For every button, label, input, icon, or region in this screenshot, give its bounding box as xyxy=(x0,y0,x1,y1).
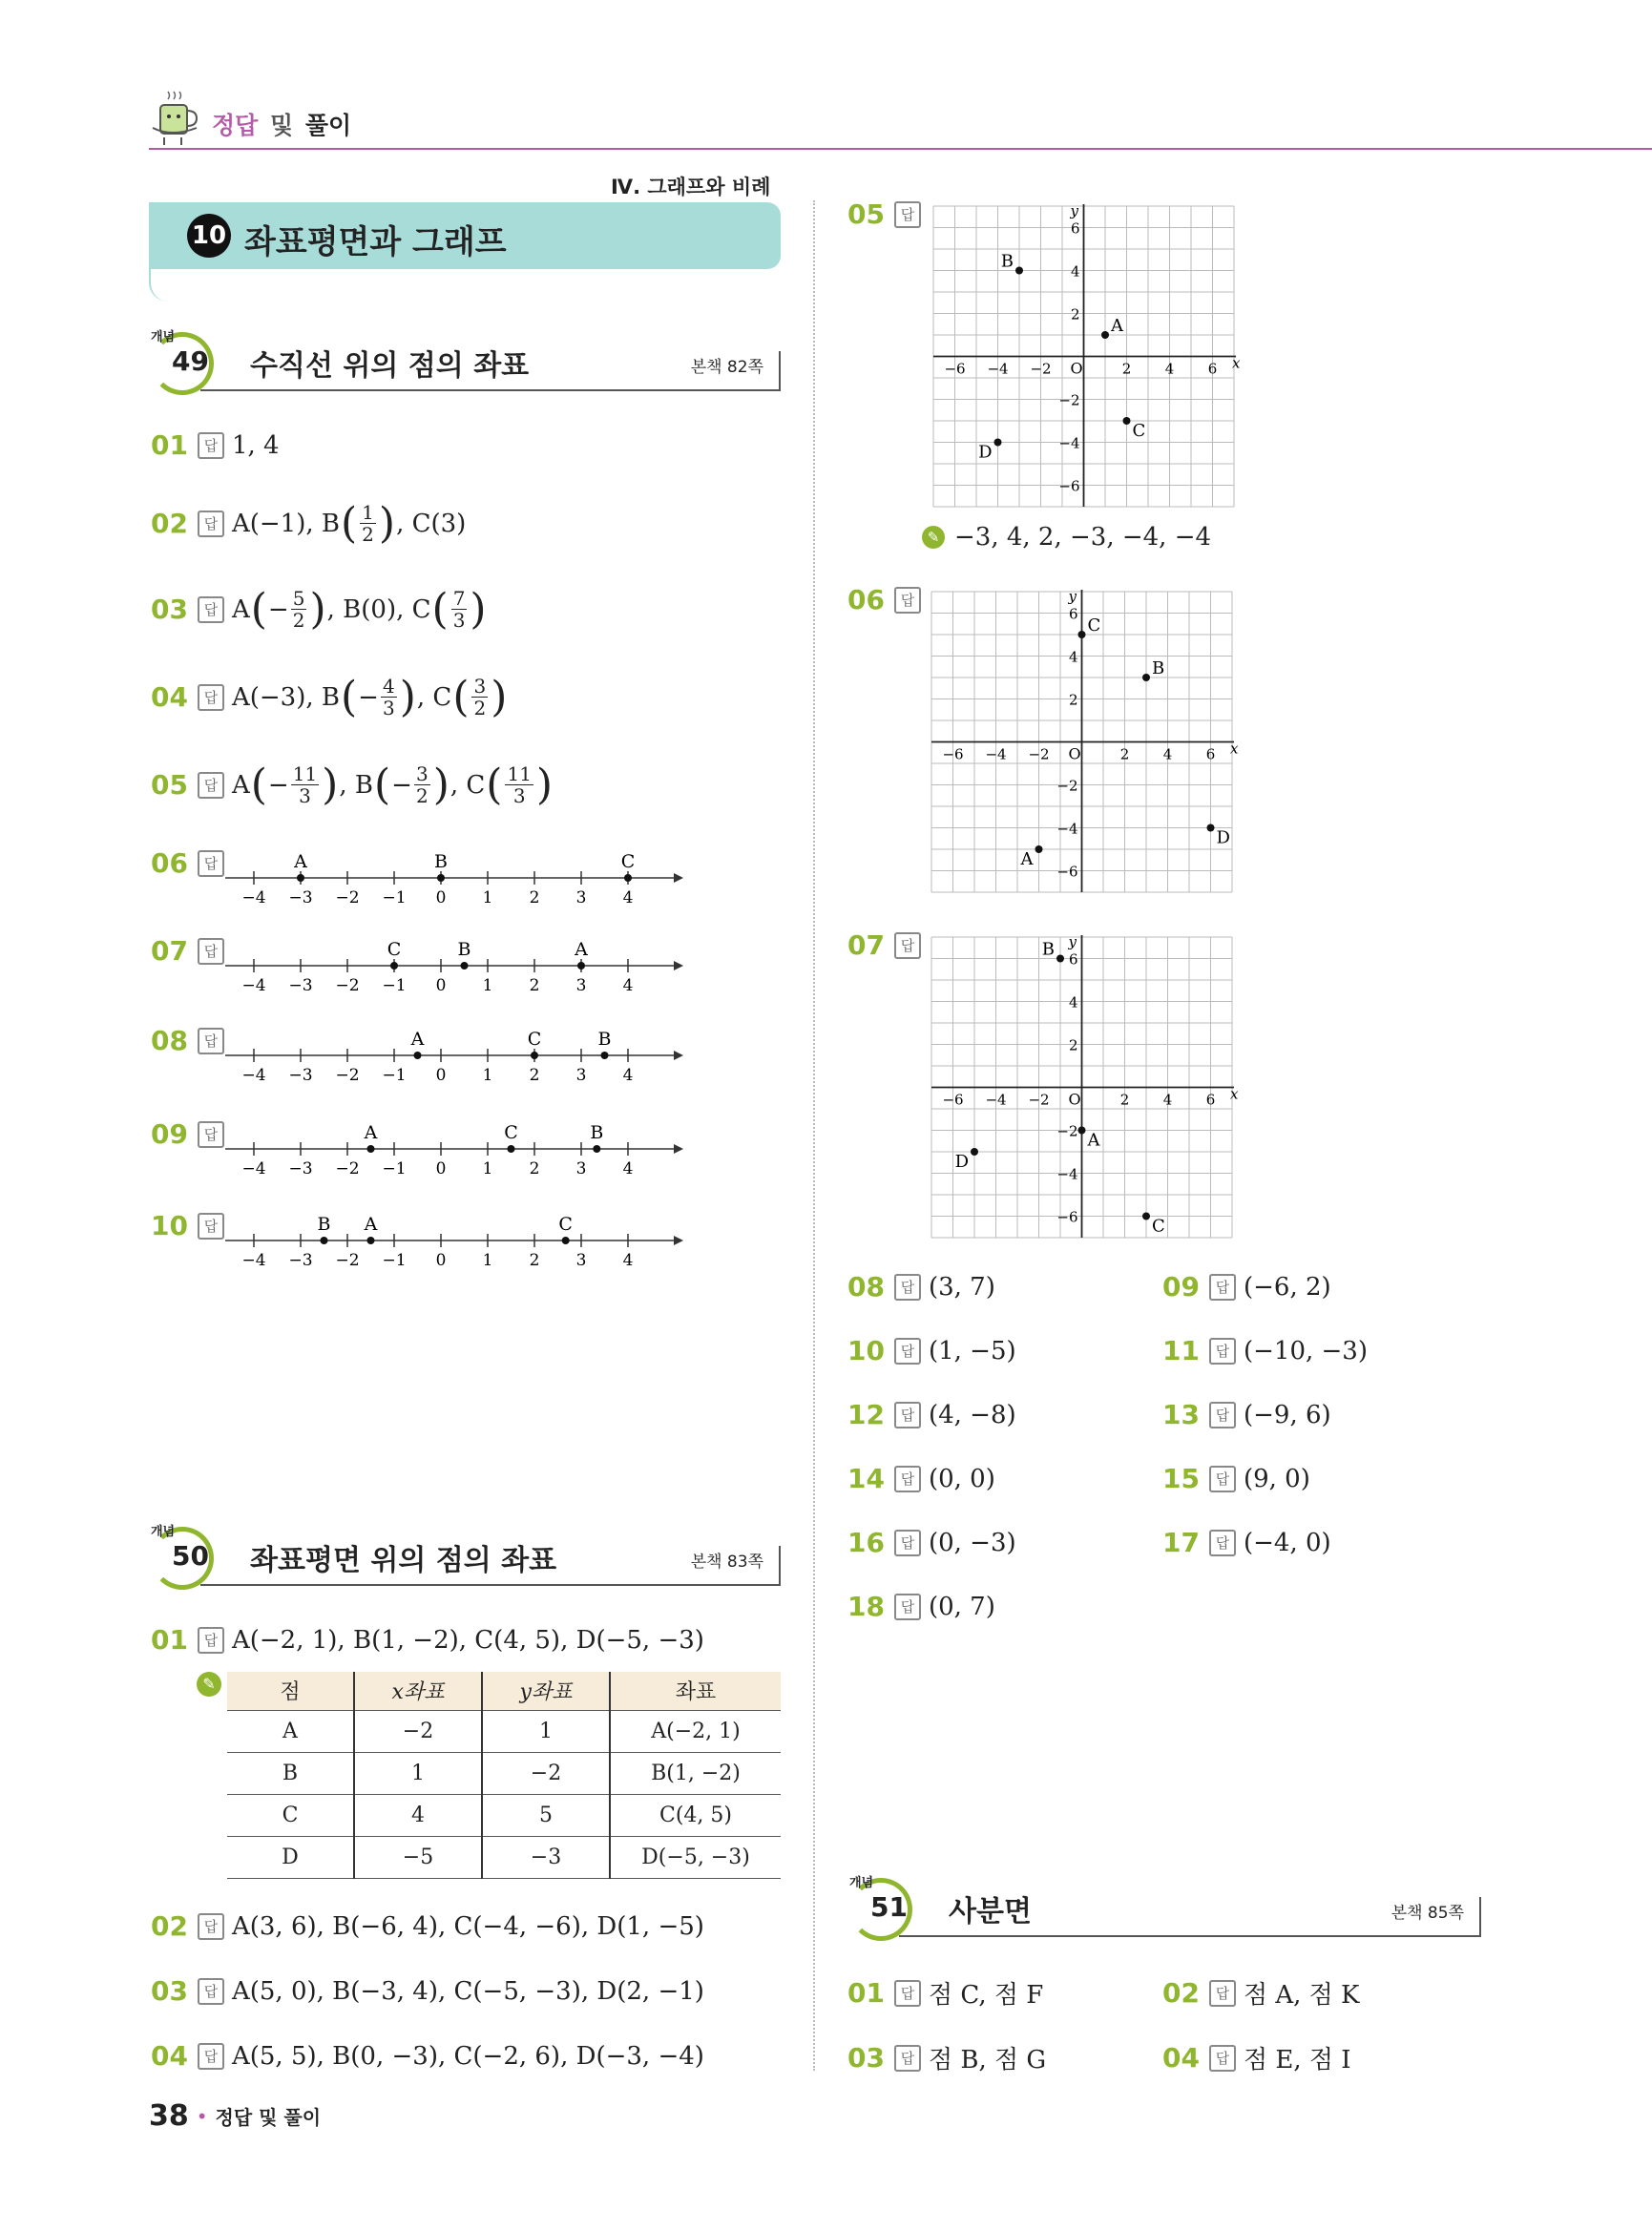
graph-point-B xyxy=(1142,674,1150,681)
number-line-10 xyxy=(225,1212,683,1279)
graph-point-C xyxy=(1123,417,1131,425)
footer-text: 정답 및 풀이 xyxy=(215,2106,322,2129)
pencil-icon: ✎ xyxy=(197,1672,221,1697)
tick-label: 0 xyxy=(435,1159,447,1178)
number-line-07 xyxy=(225,937,683,1004)
tick-label: 4 xyxy=(622,1251,634,1270)
point-label-A: A xyxy=(364,1122,378,1143)
point-label-B: B xyxy=(457,939,471,960)
table-cell: −2 xyxy=(482,1752,610,1794)
number-line-08 xyxy=(225,1027,683,1094)
table-cell: −3 xyxy=(482,1836,610,1878)
point-label-B: B xyxy=(317,1214,331,1235)
tick-label: 2 xyxy=(529,888,540,907)
point-label-B: B xyxy=(597,1029,612,1050)
graph-point-C xyxy=(1078,631,1086,638)
point-B xyxy=(601,1052,609,1059)
x-tick-label: 4 xyxy=(1162,745,1173,763)
table-row xyxy=(227,1836,781,1878)
s50-item-11: 11 답 (−10, −3) xyxy=(1162,1335,1368,1366)
x-tick-label: 6 xyxy=(1207,360,1218,378)
axis-arrow xyxy=(674,1236,683,1245)
th-point: 점 xyxy=(227,1672,354,1710)
y-tick-label: −4 xyxy=(1056,1165,1078,1183)
s51-item-02: 02 답 점 A, 점 K xyxy=(1162,1977,1360,2010)
y-tick-label: 6 xyxy=(1070,219,1080,238)
tick-label: −4 xyxy=(241,1251,266,1270)
s50-item-02: 02 답 A(3, 6), B(−6, 4), C(−4, −6), D(1, −5) xyxy=(151,1910,704,1942)
point-B xyxy=(321,1237,328,1244)
tick-label: −2 xyxy=(335,888,360,907)
tick-label: 1 xyxy=(482,976,493,995)
point-B xyxy=(461,962,469,970)
s50-item-14: 14 답 (0, 0) xyxy=(847,1463,995,1494)
tick-label: −2 xyxy=(335,1066,360,1085)
chapter-banner-tail xyxy=(149,269,170,302)
x-tick-label: 6 xyxy=(1205,745,1216,763)
table-cell: 1 xyxy=(354,1752,482,1794)
s49-item-01: 01 답 1, 4 xyxy=(151,429,280,461)
tick-label: 3 xyxy=(575,888,587,907)
section-51-header: 개념 51 사분면 본책 85쪽 xyxy=(849,1878,1481,1935)
page-number: 38 xyxy=(149,2099,189,2133)
table-cell: 1 xyxy=(482,1710,610,1752)
table-cell: B(1, −2) xyxy=(651,1761,741,1785)
tick-label: 4 xyxy=(622,1066,634,1085)
s50-item-09: 09 답 (−6, 2) xyxy=(1162,1271,1331,1303)
footer: 38 • 정답 및 풀이 xyxy=(149,2099,322,2133)
s51-item-03: 03 답 점 B, 점 G xyxy=(847,2042,1047,2075)
graph-point-label-D: D xyxy=(978,442,993,463)
point-label-C: C xyxy=(527,1029,542,1050)
y-tick-label: −6 xyxy=(1056,863,1078,881)
point-C xyxy=(390,962,398,970)
point-label-C: C xyxy=(504,1122,518,1143)
s49-item-02: 02 답 A(−1), B ( $\frac{1}{2}$ ) , C(3) xyxy=(151,498,467,548)
coordinate-table xyxy=(227,1672,781,1879)
axis-arrow xyxy=(674,873,683,883)
tick-label: −2 xyxy=(335,1251,360,1270)
origin-label: O xyxy=(1068,744,1081,763)
point-C xyxy=(624,874,632,882)
x-tick-label: 6 xyxy=(1205,1091,1216,1109)
table-cell: C xyxy=(227,1794,354,1836)
table-cell: −5 xyxy=(354,1836,482,1878)
tick-label: −3 xyxy=(288,1159,313,1178)
s49-item-04: 04 답 A(−3), B ( − $\frac{4}{3}$ ) , C ( $\frac{3}{2}$ ) xyxy=(151,672,508,721)
x-tick-label: 4 xyxy=(1164,360,1175,378)
graph-point-label-D: D xyxy=(954,1152,969,1172)
graph-point-label-C: C xyxy=(1087,615,1101,636)
point-C xyxy=(562,1237,570,1244)
y-tick-label: −6 xyxy=(1056,1208,1078,1226)
x-tick-label: −4 xyxy=(985,1091,1007,1109)
x-tick-label: −2 xyxy=(1028,745,1050,763)
tick-label: 3 xyxy=(575,976,587,995)
s50-item-13: 13 답 (−9, 6) xyxy=(1162,1399,1331,1430)
s49-item-08-label: 08 답 xyxy=(151,1025,232,1056)
y-tick-label: 4 xyxy=(1068,993,1078,1011)
point-A xyxy=(367,1145,375,1153)
s50-item-12: 12 답 (4, −8) xyxy=(847,1399,1016,1430)
table-row xyxy=(227,1710,781,1752)
table-row xyxy=(227,1752,781,1794)
table-cell: A xyxy=(227,1710,354,1752)
point-B xyxy=(593,1145,600,1153)
graph-point-label-C: C xyxy=(1152,1216,1165,1237)
s50-item-04: 04 답 A(5, 5), B(0, −3), C(−2, 6), D(−3, −4) xyxy=(151,2040,704,2072)
point-label-C: C xyxy=(558,1214,573,1235)
tick-label: −1 xyxy=(382,888,407,907)
graph-point-label-A: A xyxy=(1111,316,1123,336)
pencil-icon: ✎ xyxy=(922,526,945,549)
tick-label: 1 xyxy=(482,1251,493,1270)
s50-item-03: 03 답 A(5, 0), B(−3, 4), C(−5, −3), D(2, −1) xyxy=(151,1975,704,2007)
chapter-label: Ⅳ. 그래프와 비례 xyxy=(611,176,771,198)
graph-point-D xyxy=(1207,824,1215,832)
s49-item-10-label: 10 답 xyxy=(151,1210,232,1241)
table-cell: C(4, 5) xyxy=(659,1803,732,1827)
x-tick-label: −2 xyxy=(1030,360,1052,378)
tick-label: −3 xyxy=(288,1251,313,1270)
y-tick-label: −2 xyxy=(1058,391,1080,409)
tick-label: −4 xyxy=(241,1159,266,1178)
graph-point-label-B: B xyxy=(1041,939,1055,960)
tick-label: 0 xyxy=(435,1251,447,1270)
x-tick-label: −4 xyxy=(987,360,1009,378)
point-A xyxy=(577,962,585,970)
graph-05-label: 05 답 xyxy=(847,198,929,230)
x-tick-label: 2 xyxy=(1119,1091,1130,1109)
axis-arrow xyxy=(674,1051,683,1060)
s51-item-01: 01 답 점 C, 점 F xyxy=(847,1977,1044,2010)
tick-label: −3 xyxy=(288,976,313,995)
column-divider xyxy=(813,200,815,2071)
tick-label: 4 xyxy=(622,888,634,907)
tick-label: 1 xyxy=(482,1159,493,1178)
tick-label: −1 xyxy=(382,1066,407,1085)
origin-label: O xyxy=(1068,1090,1081,1109)
section-49-header: 개념 49 수직선 위의 점의 좌표 본책 82쪽 xyxy=(151,332,781,389)
table-cell: −2 xyxy=(354,1710,482,1752)
graph-point-label-B: B xyxy=(1152,658,1165,678)
tick-label: 0 xyxy=(435,888,447,907)
x-axis-label: x xyxy=(1232,354,1241,372)
x-tick-label: −6 xyxy=(942,1091,964,1109)
point-C xyxy=(531,1052,538,1059)
point-label-C: C xyxy=(620,851,636,872)
table-cell: A(−2, 1) xyxy=(651,1719,741,1743)
tick-label: 0 xyxy=(435,976,447,995)
point-A xyxy=(367,1237,375,1244)
axis-arrow xyxy=(674,961,683,970)
y-axis-label: y xyxy=(1068,588,1077,605)
tick-label: 2 xyxy=(529,1066,540,1085)
tick-label: 1 xyxy=(482,888,493,907)
tick-label: 2 xyxy=(529,1251,540,1270)
tick-label: −4 xyxy=(241,1066,266,1085)
tick-label: −4 xyxy=(241,888,266,907)
tick-label: 4 xyxy=(622,1159,634,1178)
tick-label: −1 xyxy=(382,1159,407,1178)
header-mug-icon xyxy=(149,92,204,147)
coordinate-graph-06 xyxy=(926,586,1239,893)
s50-item-15: 15 답 (9, 0) xyxy=(1162,1463,1310,1494)
header-title: 정답 및 풀이 xyxy=(212,112,352,139)
table-cell: 4 xyxy=(354,1794,482,1836)
tick-label: −1 xyxy=(382,976,407,995)
x-axis-label: x xyxy=(1230,1085,1239,1103)
table-cell: D xyxy=(227,1836,354,1878)
s49-item-09-label: 09 답 xyxy=(151,1118,232,1150)
graph-point-B xyxy=(1015,267,1023,275)
y-tick-label: 4 xyxy=(1070,262,1080,281)
point-label-A: A xyxy=(364,1214,378,1235)
point-label-A: A xyxy=(575,939,588,960)
graph-05-note: ✎ −3, 4, 2, −3, −4, −4 xyxy=(922,523,1211,552)
graph-point-label-A: A xyxy=(1020,849,1034,869)
x-axis-label: x xyxy=(1230,740,1239,758)
number-line-06 xyxy=(225,849,683,916)
tick-label: 1 xyxy=(482,1066,493,1085)
tick-label: −4 xyxy=(241,976,266,995)
tick-label: 3 xyxy=(575,1159,587,1178)
point-A xyxy=(297,874,304,882)
graph-06-label: 06 답 xyxy=(847,584,929,615)
y-tick-label: −4 xyxy=(1056,820,1078,838)
tick-label: −3 xyxy=(288,888,313,907)
graph-point-D xyxy=(971,1148,978,1156)
point-label-A: A xyxy=(294,851,307,872)
x-tick-label: 2 xyxy=(1121,360,1132,378)
y-tick-label: −6 xyxy=(1058,477,1080,495)
graph-point-A xyxy=(1101,331,1109,339)
s49-item-03: 03 답 A ( − $\frac{5}{2}$ ) , B(0), C ( $\frac{7}{3}$ ) xyxy=(151,584,487,634)
graph-point-label-D: D xyxy=(1216,827,1230,848)
table-row xyxy=(227,1794,781,1836)
y-axis-label: y xyxy=(1068,933,1077,950)
th-coord: 좌표 xyxy=(675,1680,717,1705)
s49-item-07-label: 07 답 xyxy=(151,935,232,967)
x-tick-label: −4 xyxy=(985,745,1007,763)
tick-label: 0 xyxy=(435,1066,447,1085)
graph-point-D xyxy=(994,439,1002,447)
table-cell: B xyxy=(227,1752,354,1794)
y-tick-label: 4 xyxy=(1068,648,1078,666)
graph-point-B xyxy=(1056,955,1064,963)
table-cell: 5 xyxy=(482,1794,610,1836)
tick-label: 3 xyxy=(575,1066,587,1085)
y-tick-label: 6 xyxy=(1068,950,1078,969)
graph-point-label-A: A xyxy=(1087,1130,1100,1151)
x-tick-label: −6 xyxy=(942,745,964,763)
graph-point-label-C: C xyxy=(1132,421,1146,441)
chapter-number: 10 xyxy=(187,214,231,258)
s50-item-10: 10 답 (1, −5) xyxy=(847,1335,1016,1366)
x-tick-label: 2 xyxy=(1119,745,1130,763)
point-C xyxy=(508,1145,515,1153)
y-tick-label: −2 xyxy=(1056,1122,1078,1140)
tick-label: 3 xyxy=(575,1251,587,1270)
axis-arrow xyxy=(674,1144,683,1154)
s49-item-05: 05 답 A ( − $\frac{11}{3}$ ) , B ( − $\frac{3}{2}$ ) , C ( $\frac{11}{3}$ ) xyxy=(151,760,554,809)
header-rule xyxy=(149,148,1652,150)
s50-item-18: 18 답 (0, 7) xyxy=(847,1591,995,1622)
s49-item-06-label: 06 답 xyxy=(151,847,232,879)
y-tick-label: 6 xyxy=(1068,605,1078,623)
graph-point-A xyxy=(1078,1127,1086,1135)
coordinate-graph-05 xyxy=(928,200,1241,508)
x-tick-label: −6 xyxy=(944,360,966,378)
x-tick-label: 4 xyxy=(1162,1091,1173,1109)
origin-label: O xyxy=(1070,359,1083,378)
point-A xyxy=(414,1052,422,1059)
table-cell: D(−5, −3) xyxy=(641,1845,750,1869)
tick-label: 2 xyxy=(529,976,540,995)
y-tick-label: −4 xyxy=(1058,434,1080,452)
s50-item-01: 01 답 A(−2, 1), B(1, −2), C(4, 5), D(−5, −3) xyxy=(151,1624,704,1656)
tick-label: −2 xyxy=(335,976,360,995)
point-B xyxy=(437,874,445,882)
s50-item-16: 16 답 (0, −3) xyxy=(847,1527,1016,1558)
chapter-banner xyxy=(149,202,781,269)
y-tick-label: −2 xyxy=(1056,777,1078,795)
y-axis-label: y xyxy=(1070,202,1078,219)
tick-label: 2 xyxy=(529,1159,540,1178)
y-tick-label: 2 xyxy=(1068,691,1078,709)
th-x: x좌표 xyxy=(354,1672,482,1710)
tick-label: −2 xyxy=(335,1159,360,1178)
s50-item-17: 17 답 (−4, 0) xyxy=(1162,1527,1331,1558)
graph-point-C xyxy=(1142,1213,1150,1220)
point-label-B: B xyxy=(590,1122,604,1143)
graph-point-A xyxy=(1035,845,1043,853)
chapter-title: 좌표평면과 그래프 xyxy=(244,223,507,261)
coordinate-graph-07 xyxy=(926,931,1239,1239)
point-label-B: B xyxy=(434,851,448,872)
th-y: y좌표 xyxy=(482,1672,610,1710)
s50-item-08: 08 답 (3, 7) xyxy=(847,1271,995,1303)
graph-07-label: 07 답 xyxy=(847,929,929,961)
tick-label: 4 xyxy=(622,976,634,995)
y-tick-label: 2 xyxy=(1070,305,1080,323)
y-tick-label: 2 xyxy=(1068,1036,1078,1054)
tick-label: −1 xyxy=(382,1251,407,1270)
tick-label: −3 xyxy=(288,1066,313,1085)
x-tick-label: −2 xyxy=(1028,1091,1050,1109)
s51-item-04: 04 답 점 E, 점 I xyxy=(1162,2042,1351,2075)
section-50-header: 개념 50 좌표평면 위의 점의 좌표 본책 83쪽 xyxy=(151,1527,781,1584)
point-label-A: A xyxy=(410,1029,425,1050)
number-line-09 xyxy=(225,1120,683,1187)
graph-point-label-B: B xyxy=(1000,251,1014,272)
point-label-C: C xyxy=(387,939,402,960)
